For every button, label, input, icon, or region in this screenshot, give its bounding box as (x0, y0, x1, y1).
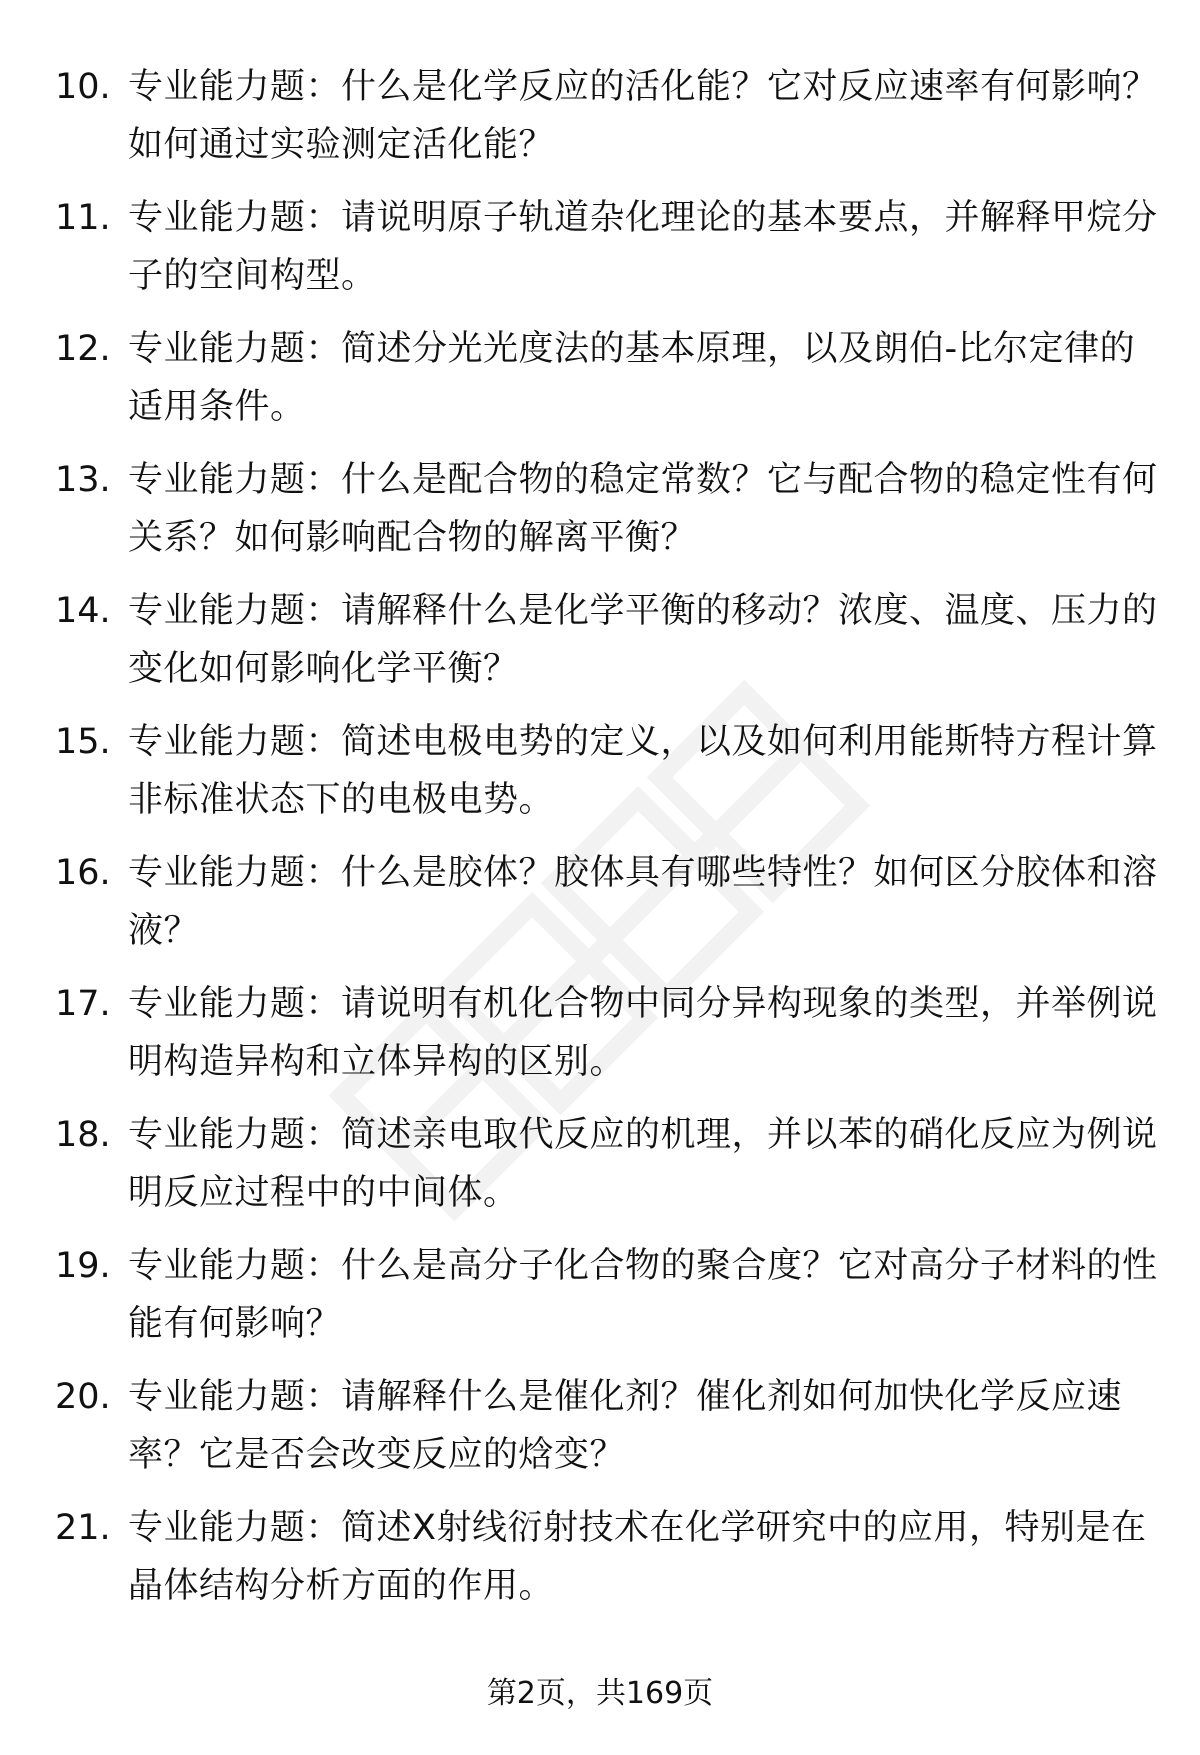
question-text: 专业能力题：什么是化学反应的活化能？它对反应速率有何影响？如何通过实验测定活化能？ (128, 67, 1158, 165)
question-item (0, 975, 1200, 1106)
question-text: 专业能力题：简述亲电取代反应的机理，并以苯的硝化反应为例说明反应过程中的中间体。 (128, 1115, 1158, 1213)
question-item (0, 713, 1200, 844)
question-number: 18. (55, 1115, 111, 1155)
question-number: 14. (55, 591, 111, 631)
question-item (0, 320, 1200, 451)
question-number: 16. (55, 853, 111, 893)
question-number: 11. (55, 198, 111, 238)
question-number: 19. (55, 1246, 111, 1286)
question-text: 专业能力题：什么是高分子化合物的聚合度？它对高分子材料的性能有何影响？ (128, 1246, 1158, 1344)
question-item (0, 1368, 1200, 1499)
question-item (0, 582, 1200, 713)
question-list (0, 58, 1200, 1630)
question-item (0, 189, 1200, 320)
question-item (0, 58, 1200, 189)
question-number: 21. (55, 1508, 111, 1548)
question-text: 专业能力题：请解释什么是化学平衡的移动？浓度、温度、压力的变化如何影响化学平衡？ (128, 591, 1158, 689)
question-item (0, 844, 1200, 975)
question-number: 17. (55, 984, 111, 1024)
question-item (0, 451, 1200, 582)
question-text: 专业能力题：请说明有机化合物中同分异构现象的类型，并举例说明构造异构和立体异构的区别。 (128, 984, 1158, 1082)
question-text: 专业能力题：什么是配合物的稳定常数？它与配合物的稳定性有何关系？如何影响配合物的解离平衡？ (128, 460, 1158, 558)
question-text: 专业能力题：简述分光光度法的基本原理，以及朗伯-比尔定律的适用条件。 (128, 329, 1136, 427)
question-number: 15. (55, 722, 111, 762)
question-text: 专业能力题：什么是胶体？胶体具有哪些特性？如何区分胶体和溶液？ (128, 853, 1158, 951)
question-item (0, 1106, 1200, 1237)
question-number: 13. (55, 460, 111, 500)
question-text: 专业能力题：请解释什么是催化剂？催化剂如何加快化学反应速率？它是否会改变反应的焓变？ (128, 1377, 1123, 1475)
question-number: 10. (55, 67, 111, 107)
question-number: 12. (55, 329, 111, 369)
question-number: 20. (55, 1377, 111, 1417)
question-text: 专业能力题：简述X射线衍射技术在化学研究中的应用，特别是在晶体结构分析方面的作用。 (128, 1508, 1147, 1606)
question-item (0, 1499, 1200, 1630)
question-text: 专业能力题：请说明原子轨道杂化理论的基本要点，并解释甲烷分子的空间构型。 (128, 198, 1158, 296)
question-item (0, 1237, 1200, 1368)
page-footer: 第2页，共169页 (486, 1676, 714, 1711)
question-text: 专业能力题：简述电极电势的定义，以及如何利用能斯特方程计算非标准状态下的电极电势。 (128, 722, 1158, 820)
